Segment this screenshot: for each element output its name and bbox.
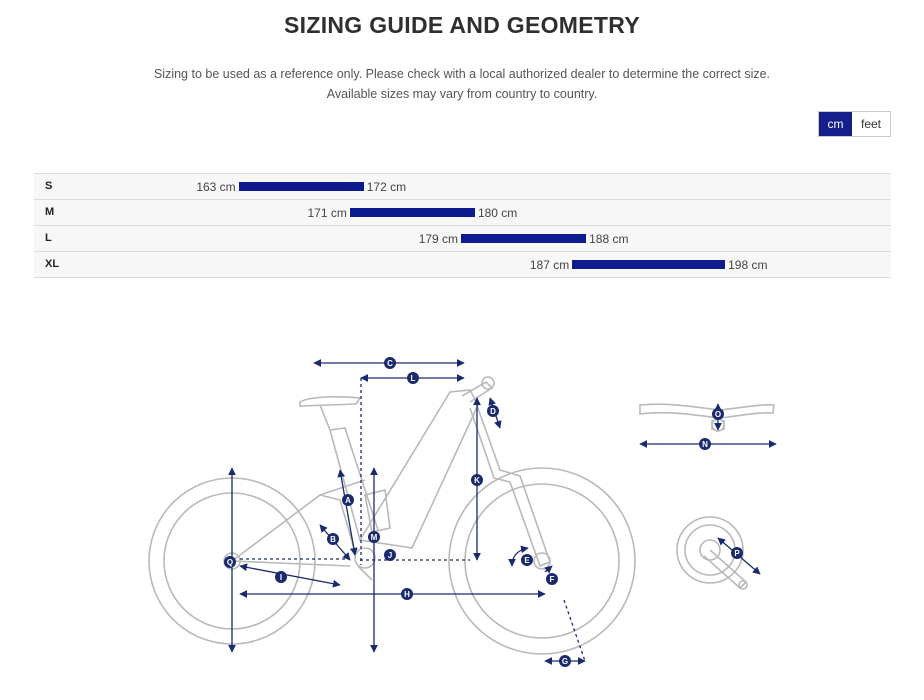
marker-b	[327, 533, 339, 545]
svg-text:H: H	[404, 590, 410, 599]
marker-f	[546, 573, 558, 585]
svg-text:F: F	[549, 575, 555, 584]
bike-illustration	[149, 377, 774, 654]
size-label: M	[45, 206, 55, 218]
marker-p	[731, 547, 743, 559]
svg-text:L: L	[410, 374, 416, 383]
sizing-availability-note: Available sizes may vary from country to country.	[326, 87, 598, 101]
size-max-height: 188 cm	[589, 232, 629, 246]
size-label: XL	[45, 258, 60, 270]
marker-e	[521, 554, 533, 566]
marker-i	[275, 571, 287, 583]
marker-a	[342, 494, 354, 506]
marker-n	[699, 438, 711, 450]
svg-text:O: O	[714, 410, 722, 419]
svg-text:I: I	[279, 573, 283, 582]
svg-text:E: E	[524, 556, 530, 565]
size-min-height: 179 cm	[418, 232, 459, 246]
svg-text:D: D	[490, 407, 496, 416]
page-title: SIZING GUIDE AND GEOMETRY	[284, 12, 640, 38]
svg-text:G: G	[561, 657, 569, 666]
size-label: S	[45, 180, 53, 192]
svg-text:C: C	[387, 359, 393, 368]
svg-text:M: M	[370, 533, 378, 542]
svg-text:B: B	[330, 535, 336, 544]
svg-text:N: N	[702, 440, 708, 449]
svg-text:K: K	[474, 476, 480, 485]
marker-l	[407, 372, 419, 384]
marker-h	[401, 588, 413, 600]
size-label: L	[45, 232, 52, 244]
marker-d	[487, 405, 499, 417]
svg-text:A: A	[345, 496, 351, 505]
marker-j	[384, 549, 396, 561]
unit-feet-button[interactable]: feet	[852, 112, 890, 136]
size-max-height: 172 cm	[366, 180, 407, 194]
svg-text:J: J	[387, 551, 393, 560]
marker-o	[712, 408, 724, 420]
size-min-height: 163 cm	[196, 180, 236, 194]
marker-c	[384, 357, 396, 369]
marker-q	[224, 556, 236, 568]
svg-text:Q: Q	[226, 558, 234, 567]
size-min-height: 187 cm	[529, 258, 570, 272]
marker-g	[559, 655, 571, 667]
svg-text:P: P	[734, 549, 740, 558]
size-max-height: 180 cm	[477, 206, 518, 220]
size-min-height: 171 cm	[307, 206, 347, 220]
unit-cm-button[interactable]: cm	[819, 112, 852, 136]
marker-k	[471, 474, 483, 486]
sizing-disclaimer: Sizing to be used as a reference only. Please check with a local authorized dealer to determine the correct size.	[153, 67, 771, 81]
size-max-height: 198 cm	[728, 258, 768, 272]
geometry-dimension-lines	[232, 363, 776, 661]
marker-m	[368, 531, 380, 543]
